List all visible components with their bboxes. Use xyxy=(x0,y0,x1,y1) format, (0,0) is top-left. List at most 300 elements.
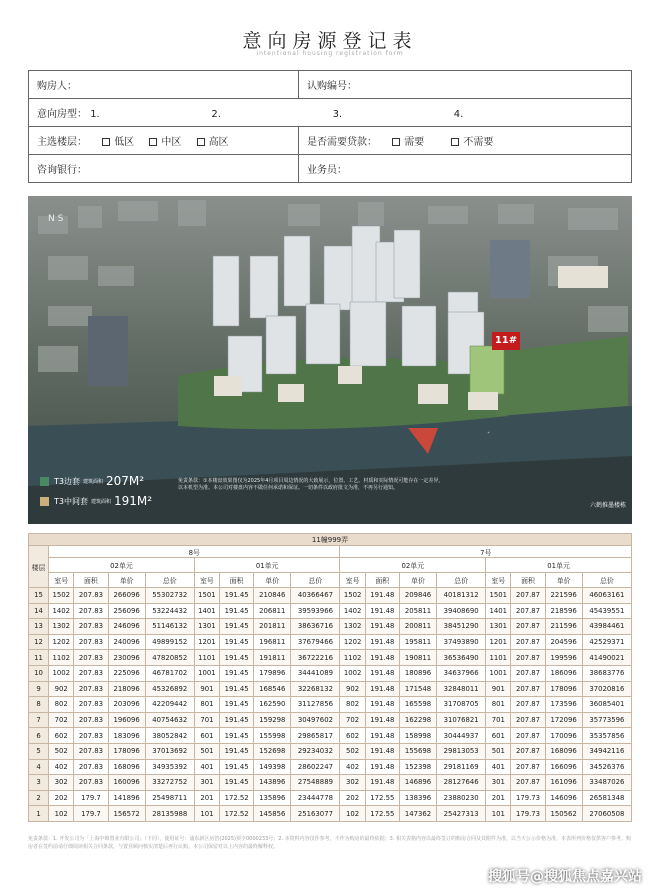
price-cell: 179.73 xyxy=(511,790,545,806)
price-cell: 1102 xyxy=(340,650,365,666)
unit-legend xyxy=(40,474,152,514)
aerial-rendering xyxy=(28,196,632,524)
price-cell: 36536490 xyxy=(437,650,486,666)
price-cell: 29181169 xyxy=(437,759,486,775)
price-cell: 42529371 xyxy=(582,634,631,650)
price-table xyxy=(28,533,632,822)
price-cell: 191.48 xyxy=(365,588,399,604)
price-cell: 301 xyxy=(194,775,219,791)
price-cell: 601 xyxy=(194,728,219,744)
price-cell: 31708705 xyxy=(437,697,486,713)
price-cell: 102 xyxy=(49,806,74,822)
price-cell: 179.7 xyxy=(74,790,108,806)
price-cell: 207.87 xyxy=(511,603,545,619)
price-cell: 152398 xyxy=(399,759,436,775)
price-cell: 36722216 xyxy=(291,650,340,666)
subscription-no-field[interactable] xyxy=(299,71,632,99)
price-cell: 207.83 xyxy=(74,665,108,681)
price-cell: 1501 xyxy=(194,588,219,604)
floor-cell: 10 xyxy=(29,665,49,681)
floor-cell: 1 xyxy=(29,806,49,822)
price-cell: 25498711 xyxy=(145,790,194,806)
total-price-header: 总价 xyxy=(437,573,486,588)
price-cell: 1301 xyxy=(486,619,511,635)
mid-unit-label: T3中间套 xyxy=(54,496,88,506)
price-cell: 1401 xyxy=(486,603,511,619)
buyer-field[interactable] xyxy=(29,71,299,99)
price-cell: 35357856 xyxy=(582,728,631,744)
price-cell: 101 xyxy=(194,806,219,822)
price-cell: 191.48 xyxy=(365,728,399,744)
legend-mid-unit xyxy=(40,494,152,508)
price-cell: 152698 xyxy=(254,743,291,759)
price-cell: 191.45 xyxy=(220,728,254,744)
price-cell: 1302 xyxy=(49,619,74,635)
b8-unit01-header: 01单元 xyxy=(194,558,340,573)
price-cell: 802 xyxy=(340,697,365,713)
price-cell: 1001 xyxy=(194,665,219,681)
price-cell: 602 xyxy=(340,728,365,744)
price-cell: 170096 xyxy=(545,728,582,744)
price-cell: 27060508 xyxy=(582,806,631,822)
price-cell: 1502 xyxy=(49,588,74,604)
price-cell: 53224432 xyxy=(145,603,194,619)
price-cell: 200811 xyxy=(399,619,436,635)
price-cell: 178096 xyxy=(108,743,145,759)
price-cell: 207.87 xyxy=(511,634,545,650)
price-cell: 302 xyxy=(49,775,74,791)
price-cell: 159298 xyxy=(254,712,291,728)
price-cell: 209846 xyxy=(399,588,436,604)
page-title: 意向房源登记表 xyxy=(242,30,418,52)
room-header: 室号 xyxy=(49,573,74,588)
price-cell: 190811 xyxy=(399,650,436,666)
price-cell: 29865817 xyxy=(291,728,340,744)
price-cell: 1502 xyxy=(340,588,365,604)
price-cell: 40181312 xyxy=(437,588,486,604)
price-cell: 207.83 xyxy=(74,634,108,650)
price-cell: 401 xyxy=(194,759,219,775)
bank-field[interactable] xyxy=(29,155,299,183)
price-cell: 1002 xyxy=(340,665,365,681)
price-cell: 171548 xyxy=(399,681,436,697)
price-cell: 34637966 xyxy=(437,665,486,681)
room-header: 室号 xyxy=(340,573,365,588)
price-cell: 40366467 xyxy=(291,588,340,604)
price-cell: 161096 xyxy=(545,775,582,791)
price-cell: 195811 xyxy=(399,634,436,650)
price-cell: 206811 xyxy=(254,603,291,619)
price-cell: 191.48 xyxy=(365,775,399,791)
price-cell: 179.73 xyxy=(511,806,545,822)
floor-cell: 11 xyxy=(29,650,49,666)
area-header: 面积 xyxy=(365,573,399,588)
low-zone-checkbox[interactable] xyxy=(102,138,110,146)
price-cell: 37493890 xyxy=(437,634,486,650)
price-cell: 1101 xyxy=(486,650,511,666)
price-cell: 191.45 xyxy=(220,743,254,759)
price-cell: 168096 xyxy=(545,743,582,759)
price-cell: 207.83 xyxy=(74,712,108,728)
price-cell: 29234032 xyxy=(291,743,340,759)
edge-unit-note: 建筑面积 xyxy=(82,478,103,485)
price-cell: 207.83 xyxy=(74,681,108,697)
price-cell: 186096 xyxy=(545,665,582,681)
price-cell: 101 xyxy=(486,806,511,822)
price-cell: 602 xyxy=(49,728,74,744)
price-cell: 34935392 xyxy=(145,759,194,775)
price-cell: 196811 xyxy=(254,634,291,650)
price-cell: 38683776 xyxy=(582,665,631,681)
mid-zone-label: 中区 xyxy=(161,137,182,148)
price-cell: 191811 xyxy=(254,650,291,666)
price-cell: 42209442 xyxy=(145,697,194,713)
price-cell: 168546 xyxy=(254,681,291,697)
price-cell: 501 xyxy=(194,743,219,759)
agent-label: 业务员： xyxy=(307,165,347,176)
page-subtitle: intentional housing registration form xyxy=(256,50,404,57)
price-cell: 207.87 xyxy=(511,712,545,728)
developer-logo: 六鹤推墨楼栋 xyxy=(589,502,626,509)
legend-edge-unit xyxy=(40,474,152,488)
price-cell: 207.87 xyxy=(511,728,545,744)
price-cell: 27548889 xyxy=(291,775,340,791)
price-cell: 207.83 xyxy=(74,743,108,759)
price-cell: 207.87 xyxy=(511,619,545,635)
bank-label: 咨询银行： xyxy=(37,165,87,176)
price-cell: 30444937 xyxy=(437,728,486,744)
price-cell: 32848011 xyxy=(437,681,486,697)
price-cell: 207.83 xyxy=(74,759,108,775)
price-cell: 1201 xyxy=(486,634,511,650)
loan-label: 是否需要贷款： xyxy=(307,137,377,148)
price-cell: 201811 xyxy=(254,619,291,635)
price-cell: 143896 xyxy=(254,775,291,791)
price-cell: 902 xyxy=(340,681,365,697)
mid-unit-swatch xyxy=(40,497,49,506)
price-cell: 37013692 xyxy=(145,743,194,759)
price-cell: 28135988 xyxy=(145,806,194,822)
price-cell: 179896 xyxy=(254,665,291,681)
price-cell: 240096 xyxy=(108,634,145,650)
room-header: 室号 xyxy=(486,573,511,588)
price-cell: 199596 xyxy=(545,650,582,666)
price-cell: 46063161 xyxy=(582,588,631,604)
price-cell: 901 xyxy=(486,681,511,697)
building-8-header: 8号 xyxy=(49,546,340,558)
price-cell: 141896 xyxy=(108,790,145,806)
price-cell: 207.83 xyxy=(74,650,108,666)
floor-cell: 4 xyxy=(29,759,49,775)
price-cell: 207.83 xyxy=(74,588,108,604)
price-cell: 173596 xyxy=(545,697,582,713)
price-cell: 41490021 xyxy=(582,650,631,666)
price-cell: 29813053 xyxy=(437,743,486,759)
price-cell: 211596 xyxy=(545,619,582,635)
edge-unit-area: 207M² xyxy=(106,474,145,488)
floor-cell: 9 xyxy=(29,681,49,697)
table-row xyxy=(29,697,632,713)
price-cell: 31076821 xyxy=(437,712,486,728)
edge-unit-swatch xyxy=(40,477,49,486)
edge-unit-label: T3边套 xyxy=(54,476,80,486)
price-cell: 1202 xyxy=(340,634,365,650)
building-7-header: 7号 xyxy=(340,546,632,558)
price-cell: 39593966 xyxy=(291,603,340,619)
table-row xyxy=(29,634,632,650)
price-cell: 162590 xyxy=(254,697,291,713)
price-cell: 191.48 xyxy=(365,603,399,619)
price-cell: 165598 xyxy=(399,697,436,713)
price-cell: 601 xyxy=(486,728,511,744)
table-row xyxy=(29,743,632,759)
price-cell: 207.83 xyxy=(74,697,108,713)
price-cell: 178096 xyxy=(545,681,582,697)
table-row xyxy=(29,759,632,775)
area-header: 面积 xyxy=(220,573,254,588)
floor-cell: 2 xyxy=(29,790,49,806)
price-cell: 43984461 xyxy=(582,619,631,635)
price-cell: 401 xyxy=(486,759,511,775)
price-cell: 191.48 xyxy=(365,712,399,728)
price-cell: 225096 xyxy=(108,665,145,681)
price-cell: 33272752 xyxy=(145,775,194,791)
compass-icon: N S xyxy=(48,214,64,224)
price-cell: 146096 xyxy=(545,790,582,806)
table-row xyxy=(29,603,632,619)
price-cell: 221596 xyxy=(545,588,582,604)
price-cell: 256096 xyxy=(108,603,145,619)
b7-unit01-header: 01单元 xyxy=(486,558,632,573)
price-cell: 55302732 xyxy=(145,588,194,604)
b8-unit02-header: 02单元 xyxy=(49,558,195,573)
loan-field xyxy=(299,127,632,155)
price-cell: 1202 xyxy=(49,634,74,650)
house-type-option-4: 4. xyxy=(453,109,464,120)
floor-label: 主选楼层： xyxy=(37,137,87,148)
price-cell: 34526376 xyxy=(582,759,631,775)
total-price-header: 总价 xyxy=(582,573,631,588)
price-cell: 196096 xyxy=(108,712,145,728)
price-cell: 502 xyxy=(340,743,365,759)
house-type-option-2: 2. xyxy=(211,109,221,120)
price-cell: 203096 xyxy=(108,697,145,713)
price-cell: 172.55 xyxy=(365,806,399,822)
price-cell: 155998 xyxy=(254,728,291,744)
floor-cell: 8 xyxy=(29,697,49,713)
price-cell: 402 xyxy=(340,759,365,775)
floor-cell: 15 xyxy=(29,588,49,604)
price-cell: 1401 xyxy=(194,603,219,619)
price-cell: 40754632 xyxy=(145,712,194,728)
price-cell: 1001 xyxy=(486,665,511,681)
price-cell: 102 xyxy=(340,806,365,822)
price-cell: 191.48 xyxy=(365,650,399,666)
agent-field[interactable] xyxy=(299,155,632,183)
table-row xyxy=(29,665,632,681)
price-cell: 1002 xyxy=(49,665,74,681)
room-header: 室号 xyxy=(194,573,219,588)
floor-cell: 12 xyxy=(29,634,49,650)
floor-cell: 7 xyxy=(29,712,49,728)
subscription-no-label: 认购编号： xyxy=(307,81,357,92)
price-cell: 191.45 xyxy=(220,759,254,775)
price-cell: 47820852 xyxy=(145,650,194,666)
price-cell: 183096 xyxy=(108,728,145,744)
price-cell: 51146132 xyxy=(145,619,194,635)
price-cell: 191.45 xyxy=(220,634,254,650)
price-cell: 301 xyxy=(486,775,511,791)
price-cell: 38451290 xyxy=(437,619,486,635)
low-zone-label: 低区 xyxy=(114,137,135,148)
price-cell: 168096 xyxy=(108,759,145,775)
price-cell: 802 xyxy=(49,697,74,713)
price-cell: 402 xyxy=(49,759,74,775)
price-cell: 207.87 xyxy=(511,588,545,604)
mid-unit-note: 建筑面积 xyxy=(90,498,111,505)
total-price-header: 总价 xyxy=(291,573,340,588)
price-cell: 191.48 xyxy=(365,681,399,697)
price-cell: 46781702 xyxy=(145,665,194,681)
unit-price-header: 单价 xyxy=(254,573,291,588)
price-cell: 218596 xyxy=(545,603,582,619)
table-row xyxy=(29,650,632,666)
high-zone-checkbox[interactable] xyxy=(197,138,205,146)
price-cell: 191.48 xyxy=(365,759,399,775)
price-cell: 49899152 xyxy=(145,634,194,650)
price-cell: 34942116 xyxy=(582,743,631,759)
price-cell: 1302 xyxy=(340,619,365,635)
floor-select-field xyxy=(29,127,299,155)
registration-form xyxy=(28,70,632,183)
price-cell: 180896 xyxy=(399,665,436,681)
price-cell: 207.87 xyxy=(511,775,545,791)
price-cell: 31127856 xyxy=(291,697,340,713)
price-cell: 801 xyxy=(194,697,219,713)
table-row xyxy=(29,728,632,744)
price-cell: 191.48 xyxy=(365,634,399,650)
price-cell: 37020816 xyxy=(582,681,631,697)
building-11-tag: 11# xyxy=(492,332,520,350)
price-cell: 45326892 xyxy=(145,681,194,697)
floor-cell: 13 xyxy=(29,619,49,635)
price-cell: 172.55 xyxy=(365,790,399,806)
house-type-label: 意向房型： xyxy=(37,109,87,120)
price-cell: 38052842 xyxy=(145,728,194,744)
price-cell: 201 xyxy=(486,790,511,806)
table-row xyxy=(29,712,632,728)
need-loan-checkbox[interactable] xyxy=(392,138,400,146)
price-cell: 26581348 xyxy=(582,790,631,806)
floor-cell: 5 xyxy=(29,743,49,759)
price-cell: 218096 xyxy=(108,681,145,697)
price-cell: 207.83 xyxy=(74,619,108,635)
price-cell: 38636716 xyxy=(291,619,340,635)
price-cell: 1402 xyxy=(340,603,365,619)
price-cell: 702 xyxy=(340,712,365,728)
price-cell: 37679466 xyxy=(291,634,340,650)
table-row xyxy=(29,806,632,822)
price-cell: 25163077 xyxy=(291,806,340,822)
price-cell: 158998 xyxy=(399,728,436,744)
price-cell: 202 xyxy=(49,790,74,806)
price-cell: 162298 xyxy=(399,712,436,728)
price-cell: 145856 xyxy=(254,806,291,822)
price-cell: 207.83 xyxy=(74,728,108,744)
price-cell: 1301 xyxy=(194,619,219,635)
price-cell: 172096 xyxy=(545,712,582,728)
price-cell: 201 xyxy=(194,790,219,806)
price-cell: 39408690 xyxy=(437,603,486,619)
price-cell: 28602247 xyxy=(291,759,340,775)
price-cell: 204596 xyxy=(545,634,582,650)
price-cell: 191.48 xyxy=(365,743,399,759)
price-cell: 179.7 xyxy=(74,806,108,822)
price-cell: 191.45 xyxy=(220,697,254,713)
price-cell: 155698 xyxy=(399,743,436,759)
unit-price-header: 单价 xyxy=(545,573,582,588)
table-title: 11幢999弄 xyxy=(29,534,632,546)
price-cell: 205811 xyxy=(399,603,436,619)
no-loan-checkbox[interactable] xyxy=(451,138,459,146)
table-row xyxy=(29,681,632,697)
footer-disclaimer: 免责条款：1. 开发公司为「上海中锦置业有限公司」（下同），使用证号：浦东新区房管(2025)预字0000233号；2. 本资料内容仅作参考，不作为购房的最终依据；3. 相关表格内容以最终签订的购房合同及其附件为准，以当天公示价格为准，本表所列价格仅供客户参考。购房者在签约前请仔细阅读相关合同条款，与置业顾问核实清楚后再行认购。本公司保留对以上内容的最终解释权。 xyxy=(28,836,631,850)
price-cell: 23880230 xyxy=(437,790,486,806)
price-cell: 1101 xyxy=(194,650,219,666)
price-cell: 230096 xyxy=(108,650,145,666)
price-cell: 172.52 xyxy=(220,806,254,822)
price-cell: 210846 xyxy=(254,588,291,604)
price-cell: 701 xyxy=(194,712,219,728)
floor-cell: 6 xyxy=(29,728,49,744)
price-cell: 901 xyxy=(194,681,219,697)
price-cell: 207.87 xyxy=(511,650,545,666)
floor-cell: 3 xyxy=(29,775,49,791)
price-cell: 191.45 xyxy=(220,588,254,604)
price-cell: 33487026 xyxy=(582,775,631,791)
table-row xyxy=(29,588,632,604)
price-cell: 207.83 xyxy=(74,775,108,791)
price-cell: 34441089 xyxy=(291,665,340,681)
area-header: 面积 xyxy=(74,573,108,588)
need-loan-label: 需要 xyxy=(404,137,425,148)
price-cell: 156572 xyxy=(108,806,145,822)
price-cell: 207.87 xyxy=(511,759,545,775)
disclaimer-text: 免责条款：①本楼盘效果图仅为2025年4月项目周边情况的大致展示，位置、工艺、材质和实际情况可能存在一定差异，以本机型为准。本公司对楼盘内容不做任何承诺和保证。一切条件以政府批文为准，不再另行通知。 xyxy=(178,478,444,491)
table-row xyxy=(29,775,632,791)
price-cell: 147362 xyxy=(399,806,436,822)
table-row xyxy=(29,790,632,806)
house-type-field[interactable] xyxy=(29,99,632,127)
b7-unit02-header: 02单元 xyxy=(340,558,486,573)
price-cell: 1201 xyxy=(194,634,219,650)
price-cell: 502 xyxy=(49,743,74,759)
buyer-label: 购房人： xyxy=(37,81,77,92)
price-cell: 207.83 xyxy=(74,603,108,619)
price-cell: 23444778 xyxy=(291,790,340,806)
price-cell: 150562 xyxy=(545,806,582,822)
watermark: 搜狐号@搜狐焦点嘉兴站 xyxy=(488,869,642,885)
price-cell: 149398 xyxy=(254,759,291,775)
unit-price-header: 单价 xyxy=(108,573,145,588)
price-cell: 702 xyxy=(49,712,74,728)
table-row xyxy=(29,619,632,635)
high-zone-label: 高区 xyxy=(208,137,229,148)
price-cell: 166096 xyxy=(545,759,582,775)
mid-zone-checkbox[interactable] xyxy=(149,138,157,146)
price-cell: 902 xyxy=(49,681,74,697)
house-type-option-1: 1. xyxy=(90,109,100,120)
